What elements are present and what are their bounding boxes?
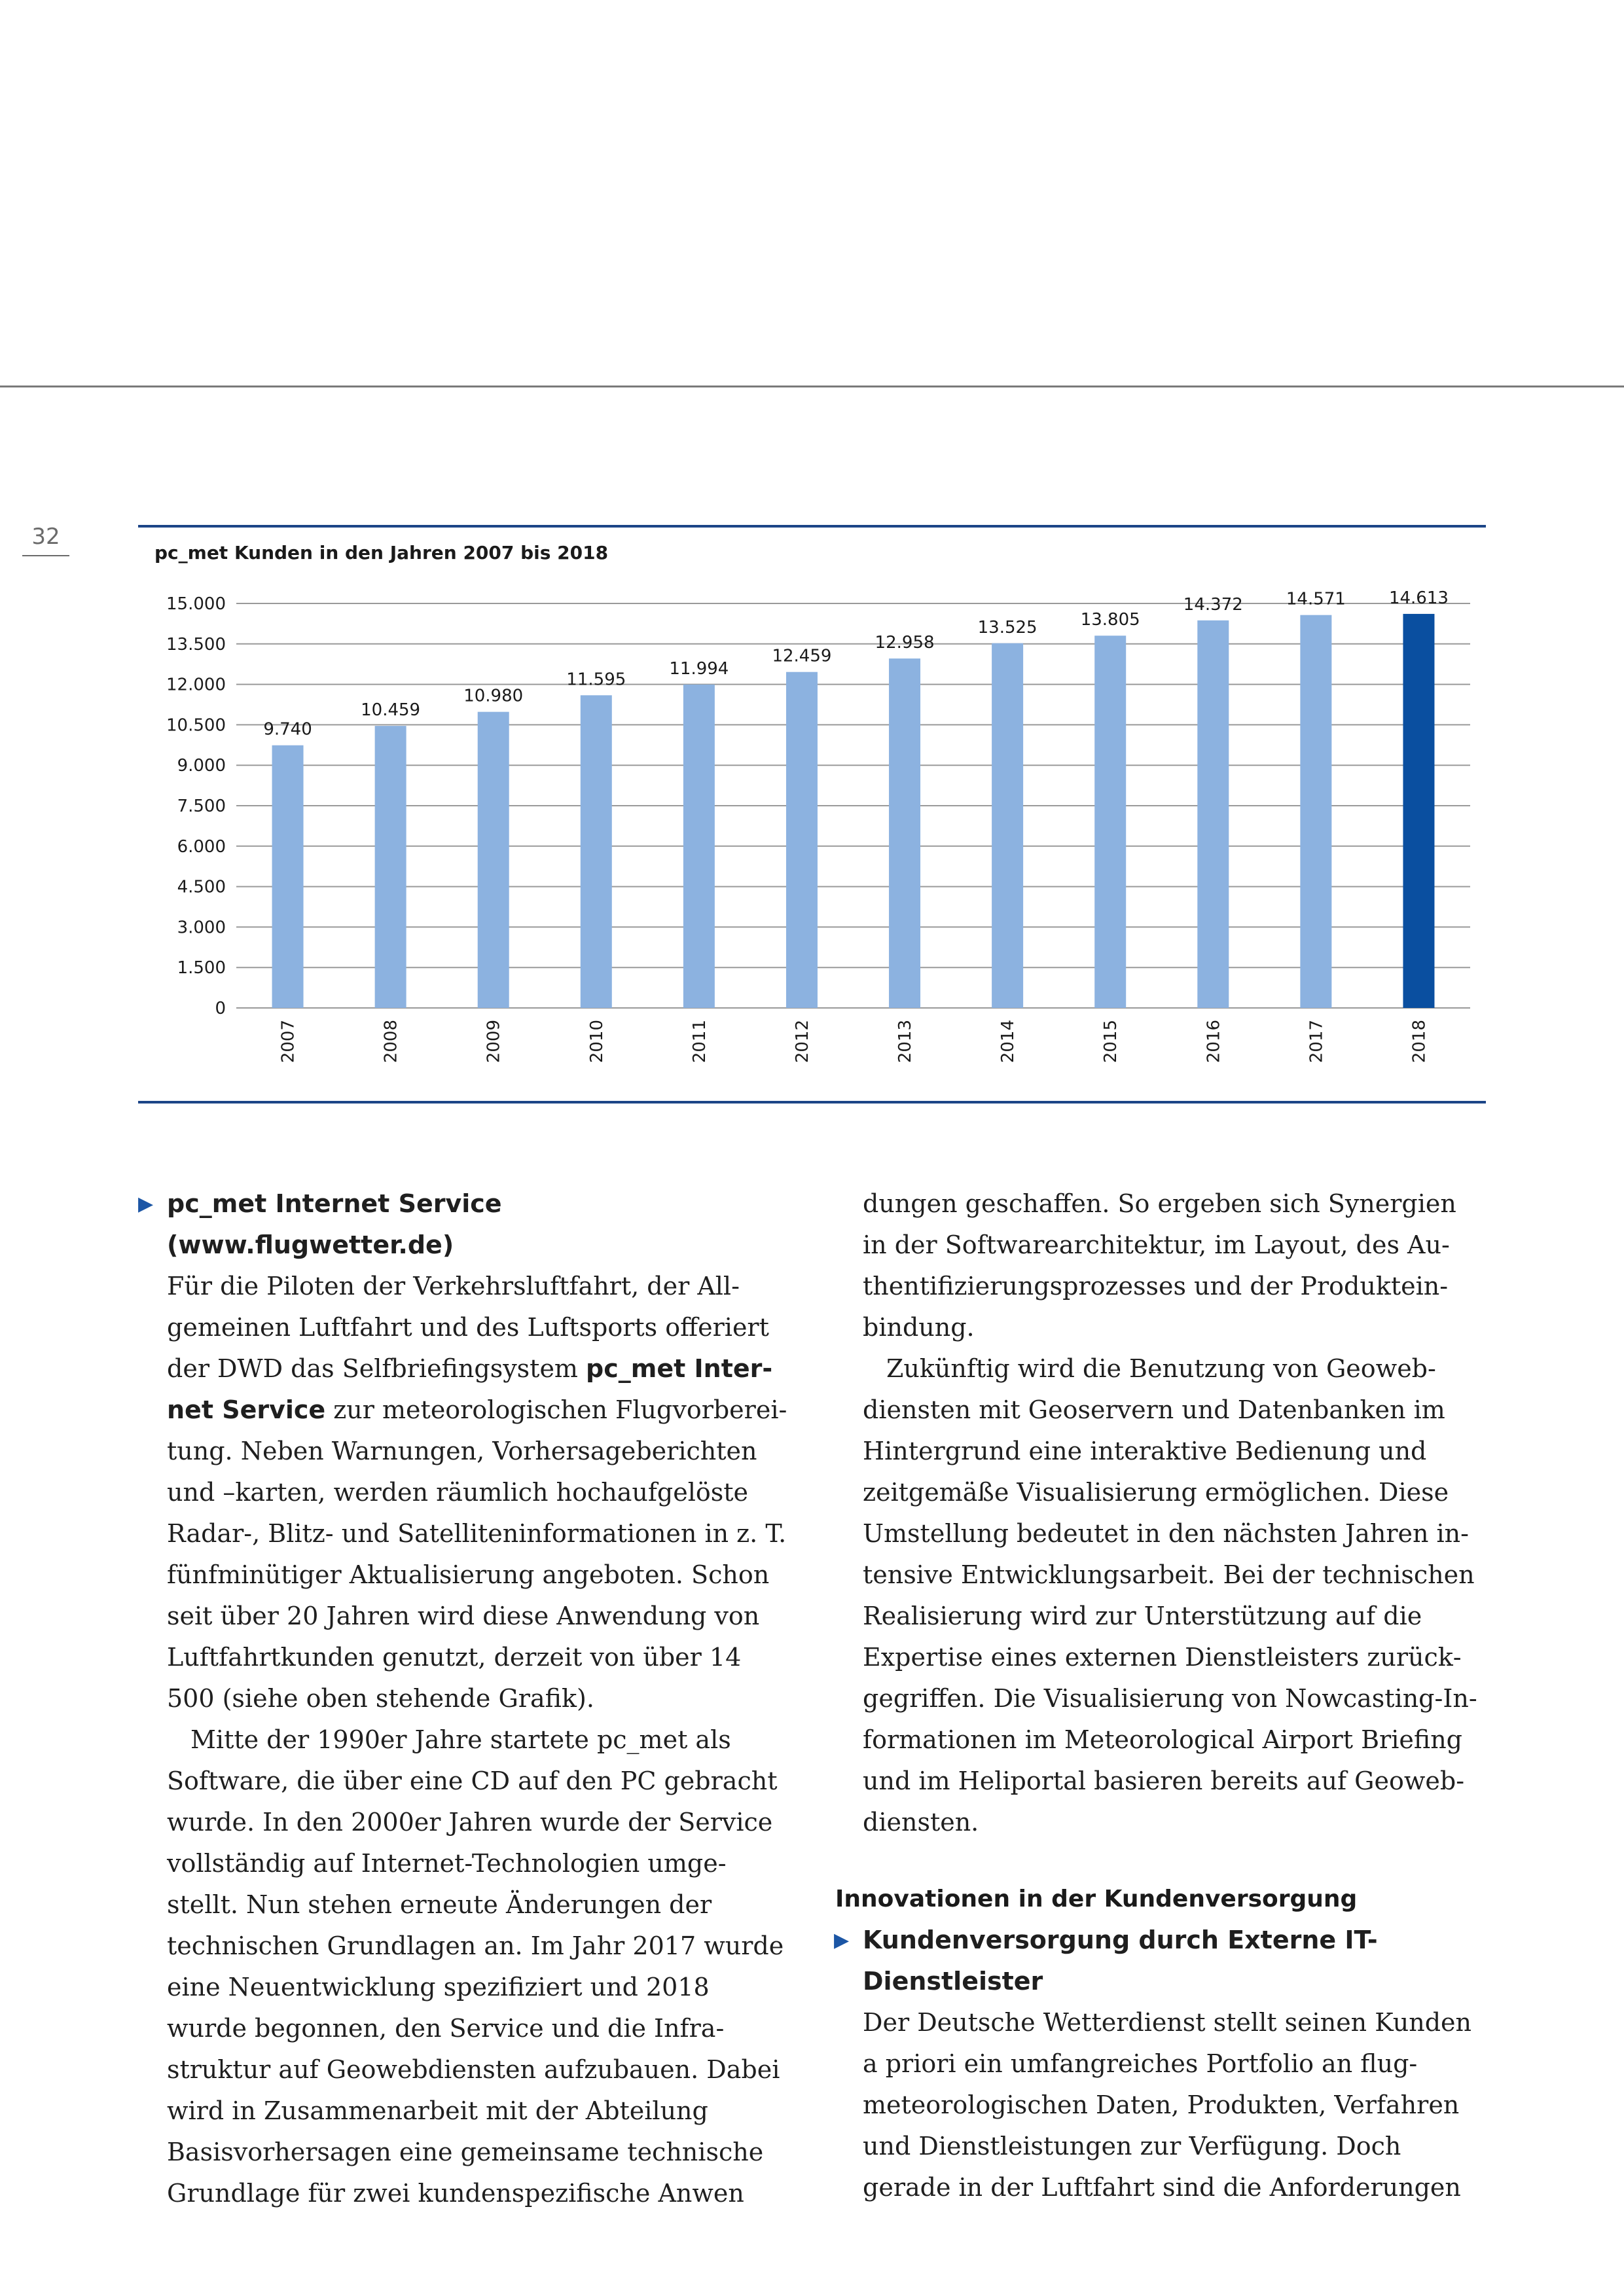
bar-chart	[138, 576, 1486, 1073]
heading-text: Kundenversorgung durch Externe IT-Dienstleister	[863, 1926, 1378, 1996]
y-tick-label: 3.000	[177, 918, 226, 938]
section-heading-it	[834, 1920, 1485, 2002]
data-label: 10.980	[463, 686, 524, 706]
y-tick-label: 0	[215, 999, 226, 1018]
page-number-rule	[22, 555, 69, 556]
bar	[889, 658, 920, 1008]
chart-title: pc_met Kunden in den Jahren 2007 bis 2018	[154, 542, 609, 564]
bar	[272, 745, 304, 1008]
x-tick-label: 2013	[895, 1020, 916, 1064]
paragraph-4: Zukünftig wird die Benutzung von Geowebdiensten mit Geoservern und Datenbanken im Hintergrund eine interaktive Bedienung und zeitgemäße Visualisierung ermöglichen. Diese Umstellung bedeutet in den nächsten Jahren intensive Entwicklungsarbeit. Bei der technischen Realisierung wird zur Unterstützung auf die Expertise eines externen Dienstleisters zurückgegriffen. Die Visualisierung von Nowcasting-Informationen im Meteorological Airport Briefing und im Heliportal basieren bereits auf Geowebdiensten.	[863, 1354, 1477, 1837]
y-tick-label: 9.000	[177, 756, 226, 776]
bar	[581, 695, 612, 1008]
x-tick-label: 2012	[792, 1020, 812, 1064]
y-tick-label: 4.500	[177, 877, 226, 897]
bar	[1094, 636, 1126, 1008]
y-tick-label: 10.500	[166, 715, 226, 736]
data-label: 9.740	[263, 719, 312, 740]
data-label: 11.994	[669, 658, 729, 679]
y-tick-label: 1.500	[177, 958, 226, 978]
data-label: 14.372	[1183, 594, 1243, 615]
left-column	[138, 1183, 789, 2214]
x-tick-label: 2016	[1204, 1020, 1224, 1064]
page-number: 32	[31, 524, 60, 550]
bar	[1300, 615, 1331, 1008]
bar	[1403, 614, 1434, 1008]
data-label: 12.459	[772, 646, 832, 666]
data-label: 14.571	[1286, 589, 1346, 609]
heading-text: pc_met Internet Service (www.flugwetter.de)	[167, 1189, 502, 1259]
right-column	[863, 1183, 1485, 1843]
x-tick-label: 2014	[998, 1020, 1019, 1064]
bullet-triangle-icon: ▶	[834, 1929, 850, 1952]
x-tick-label: 2009	[484, 1020, 504, 1064]
bar	[683, 685, 715, 1008]
paragraph-5: Der Deutsche Wetterdienst stellt seinen Kunden a priori ein umfangreiches Portfolio an flugmeteorologischen Daten, Produkten, Verfahren und Dienstleistungen zur Verfügung. Doch gerade in der Luftfahrt sind die Anforderungen	[863, 2008, 1472, 2202]
bar	[375, 726, 406, 1008]
right-column-lower	[834, 1920, 1485, 2208]
bullet-triangle-icon: ▶	[138, 1193, 154, 1215]
subheading-innovationen: Innovationen in der Kundenversorgung	[835, 1886, 1358, 1912]
x-tick-label: 2008	[381, 1020, 401, 1064]
x-tick-label: 2011	[689, 1020, 710, 1064]
data-label: 10.459	[361, 700, 421, 721]
data-label: 11.595	[566, 670, 626, 690]
bar	[786, 672, 818, 1008]
bar	[478, 712, 509, 1008]
paragraph-1: Für die Piloten der Verkehrsluftfahrt, der Allgemeinen Luftfahrt und des Luftsports offeriert der DWD das Selfbriefingsystem pc_met Internet Service zur meteorologischen Flugvorbereitung. Neben Warnungen, Vorhersageberichten und –karten, werden räumlich hochaufgelöste Radar-, Blitz- und Satelliteninformationen in z. T. fünfminütiger Aktualisierung angeboten. Schon seit über 20 Jahren wird diese Anwendung von Luftfahrtkunden genutzt, derzeit von über 14 500 (siehe oben stehende Grafik).	[167, 1272, 787, 1713]
bar	[1197, 620, 1229, 1008]
data-label: 14.613	[1388, 588, 1449, 608]
y-tick-label: 12.000	[166, 675, 226, 695]
chart-top-rule	[138, 525, 1486, 528]
paragraph-2: Mitte der 1990er Jahre startete pc_met als Software, die über eine CD auf den PC gebracht wurde. In den 2000er Jahren wurde der Service vollständig auf Internet-Technologien umgestellt. Nun stehen erneute Änderungen der technischen Grundlagen an. Im Jahr 2017 wurde eine Neuentwicklung spezifiziert und 2018 wurde begonnen, den Service und die Infrastruktur auf Geowebdiensten aufzubauen. Dabei wird in Zusammenarbeit mit der Abteilung Basisvorhersagen eine gemeinsame technische Grundlage für zwei kundenspezifische Anwen	[167, 1725, 784, 2208]
x-tick-label: 2015	[1101, 1020, 1121, 1064]
chart-bottom-rule	[138, 1101, 1486, 1103]
bar	[992, 643, 1023, 1008]
y-tick-label: 6.000	[177, 836, 226, 857]
x-tick-label: 2017	[1307, 1020, 1327, 1064]
section-heading-pcmet	[138, 1183, 789, 1266]
x-tick-label: 2007	[278, 1020, 298, 1064]
data-label: 13.525	[977, 617, 1038, 637]
header-rule	[0, 386, 1624, 387]
data-label: 12.958	[875, 633, 935, 653]
x-tick-label: 2010	[586, 1020, 607, 1064]
x-tick-label: 2018	[1409, 1020, 1430, 1064]
y-tick-label: 7.500	[177, 797, 226, 816]
data-label: 13.805	[1080, 610, 1140, 630]
y-tick-label: 13.500	[166, 634, 226, 655]
paragraph-3: dungen geschaffen. So ergeben sich Synergien in der Softwarearchitektur, im Layout, des Authentifizierungsprozesses und der Produkteinbindung.	[863, 1189, 1456, 1342]
y-tick-label: 15.000	[166, 594, 226, 614]
